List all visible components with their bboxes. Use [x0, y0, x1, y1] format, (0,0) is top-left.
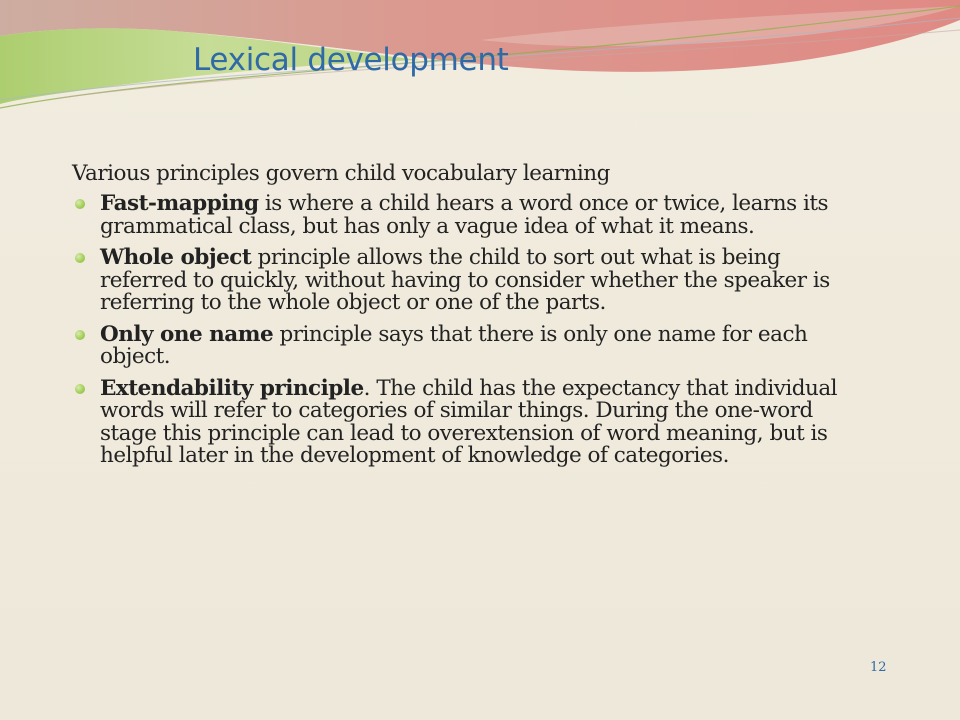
bullet-dot-icon	[75, 199, 85, 209]
slide-title: Lexical development	[193, 42, 509, 78]
bullet-item-fast-mapping	[72, 193, 872, 238]
bullet-term: Whole object	[100, 245, 252, 270]
bullet-dot-icon	[75, 253, 85, 263]
bullet-dot-icon	[75, 384, 85, 394]
bullet-term: Fast-mapping	[100, 191, 259, 216]
intro-text: Various principles govern child vocabulary learning	[72, 161, 610, 186]
bullet-text: is where a child hears a word once or twice, learns its grammatical class, but has only a vague idea of what it means.	[100, 191, 829, 239]
page-number: 12	[870, 660, 887, 675]
bullet-text: . The child has the expectancy that individual words will refer to categories of similar things. During the one-word stage this principle can lead to overextension of word meaning, but is helpful later in the development of knowledge of categories.	[100, 375, 838, 468]
bullet-term: Only one name	[100, 321, 274, 347]
bullet-text: principle says that there is only one name for each object.	[100, 321, 808, 369]
bullet-text: principle allows the child to sort out what is being referred to quickly, without having to consider whether the speaker is referring to the whole object or one of the parts.	[100, 245, 830, 315]
bullet-term: Extendability principle	[100, 375, 364, 401]
bullet-item-whole-object	[72, 247, 872, 315]
bullet-item-extendability	[72, 375, 872, 468]
bullet-list	[72, 193, 872, 477]
bullet-item-only-one-name	[72, 321, 872, 369]
bullet-dot-icon	[75, 330, 85, 340]
